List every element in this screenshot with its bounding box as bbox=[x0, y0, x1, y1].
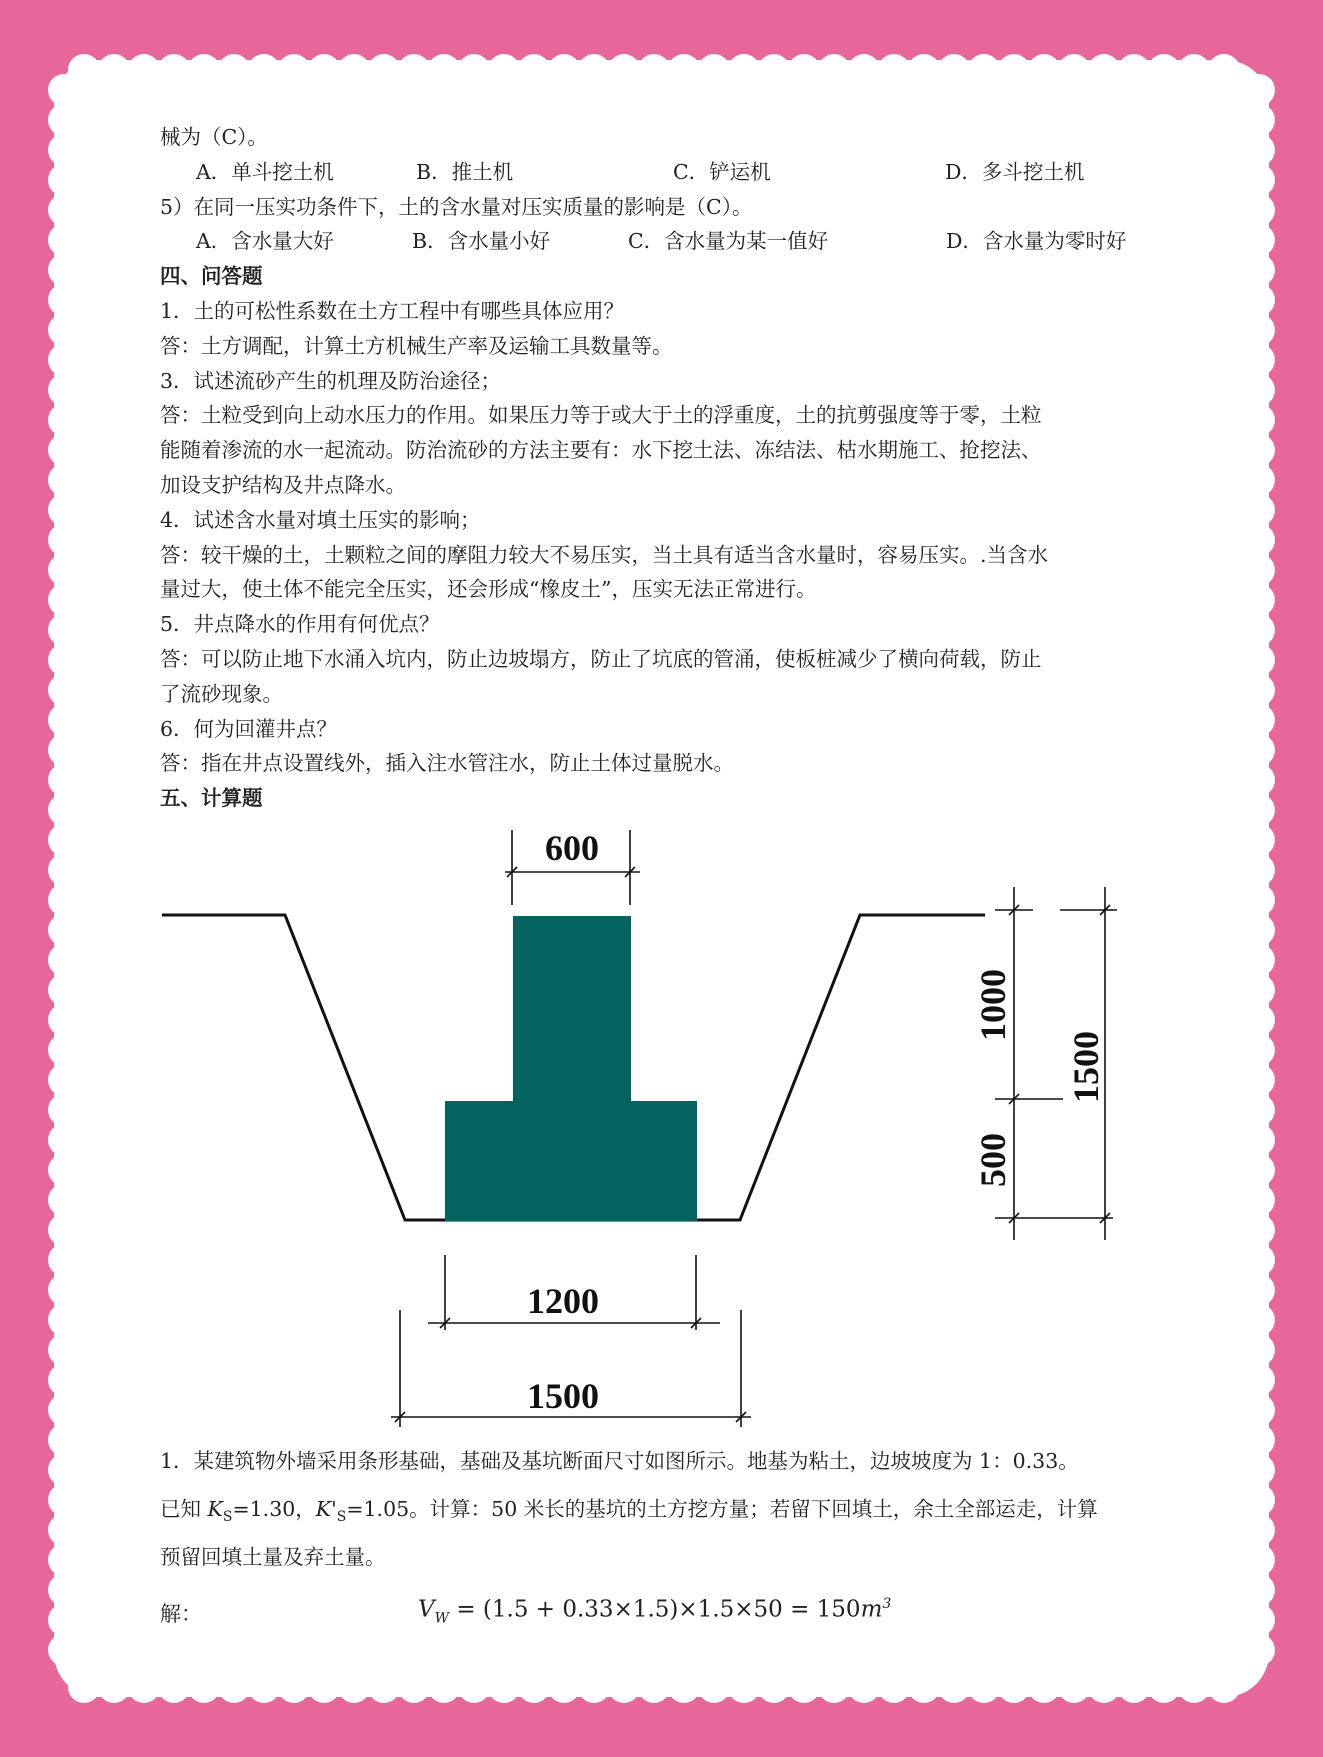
dim-label-right-lower: 500 bbox=[973, 1133, 1013, 1187]
ks-subscript: S bbox=[222, 1509, 233, 1526]
qa1-question: 1．土的可松性系数在土方工程中有哪些具体应用？ bbox=[160, 298, 625, 323]
qa6-question: 6．何为回灌井点？ bbox=[160, 716, 338, 741]
qa3-answer-line2: 能随着渗流的水一起流动。防治流砂的方法主要有：水下挖土法、冻结法、枯水期施工、抢挖法、 bbox=[160, 438, 1042, 463]
calc-problem bbox=[160, 1437, 1175, 1581]
section4-heading: 四、问答题 bbox=[160, 264, 263, 289]
q5-options bbox=[160, 224, 1175, 259]
text-body bbox=[160, 120, 1175, 816]
qa5-answer-line1: 答：可以防止地下水涌入坑内，防止边坡塌方，防止了坑底的管涌，使板桩减少了横向荷载，防止 bbox=[160, 646, 1042, 671]
footing-upper-block bbox=[513, 916, 631, 1101]
k2s-subscript: S bbox=[336, 1509, 347, 1526]
ks-value: =1.30， bbox=[232, 1497, 316, 1521]
qa3-answer-line3: 加设支护结构及井点降水。 bbox=[160, 472, 406, 497]
formula-lhs-sub: W bbox=[434, 1610, 450, 1627]
problem-line2 bbox=[160, 1485, 1175, 1533]
qa4-question: 4．试述含水量对填土压实的影响； bbox=[160, 507, 481, 532]
q5-option-a: A．含水量大好 bbox=[196, 229, 334, 254]
q4-options bbox=[160, 155, 1175, 190]
formula-rhs: = (1.5 + 0.33×1.5)×1.5×50 = 150 bbox=[449, 1596, 861, 1623]
q4-option-a: A．单斗挖土机 bbox=[196, 159, 334, 184]
problem-line2-prefix: 已知 bbox=[160, 1497, 208, 1521]
q5-option-b: B．含水量小好 bbox=[412, 229, 551, 254]
solution-label: 解： bbox=[160, 1602, 202, 1626]
q5-option-c: C．含水量为某一值好 bbox=[628, 229, 829, 254]
qa6-answer: 答：指在井点设置线外，插入注水管注水，防止土体过量脱水。 bbox=[160, 751, 734, 776]
qa5-answer-line2: 了流砂现象。 bbox=[160, 681, 283, 706]
volume-formula bbox=[418, 1596, 891, 1626]
problem-line1: 1．某建筑物外墙采用条形基础，基础及基坑断面尺寸如图所示。地基为粘土，边坡坡度为 1：0.33。 bbox=[160, 1449, 1079, 1473]
dim-label-top: 600 bbox=[545, 828, 599, 868]
q4-option-b: B．推土机 bbox=[416, 159, 514, 184]
k2s-symbol: K' bbox=[315, 1497, 337, 1521]
q4-option-d: D．多斗挖土机 bbox=[945, 159, 1085, 184]
formula-unit: m bbox=[860, 1596, 883, 1623]
q4-option-c: C．铲运机 bbox=[673, 159, 771, 184]
q5-question: 5）在同一压实功条件下，土的含水量对压实质量的影响是（C）。 bbox=[160, 194, 753, 219]
footing-lower-block bbox=[445, 1101, 697, 1221]
ks-symbol: K bbox=[207, 1497, 223, 1521]
qa4-answer-line2: 量过大，使土体不能完全压实，还会形成“橡皮土”，压实无法正常进行。 bbox=[160, 577, 817, 602]
qa4-answer-line1: 答：较干燥的土，土颗粒之间的摩阻力较大不易压实，当土具有适当含水量时，容易压实。.当含水 bbox=[160, 542, 1049, 567]
dim-label-bottom-inner: 1200 bbox=[527, 1281, 599, 1321]
qa3-question: 3．试述流砂产生的机理及防治途径； bbox=[160, 368, 502, 393]
dim-label-bottom-outer: 1500 bbox=[527, 1376, 599, 1416]
q4-continuation: 械为（C）。 bbox=[160, 125, 268, 149]
problem-line2-rest: =1.05。计算：50 米长的基坑的土方挖方量；若留下回填土，余土全部运走，计算 bbox=[346, 1497, 1098, 1521]
q5-option-d: D．含水量为零时好 bbox=[946, 229, 1127, 254]
problem-line3: 预留回填土量及弃土量。 bbox=[160, 1545, 386, 1569]
qa5-question: 5．井点降水的作用有何优点？ bbox=[160, 612, 440, 637]
formula-unit-sup: 3 bbox=[882, 1596, 892, 1612]
formula-lhs: V bbox=[418, 1596, 435, 1623]
foundation-pit-diagram bbox=[155, 815, 1135, 1440]
section5-heading: 五、计算题 bbox=[160, 786, 263, 811]
qa3-answer-line1: 答：土粒受到向上动水压力的作用。如果压力等于或大于土的浮重度，土的抗剪强度等于零，土粒 bbox=[160, 403, 1042, 428]
qa1-answer: 答：土方调配，计算土方机械生产率及运输工具数量等。 bbox=[160, 333, 673, 358]
dim-label-right-upper: 1000 bbox=[973, 969, 1013, 1041]
dim-label-right-total: 1500 bbox=[1066, 1031, 1106, 1103]
